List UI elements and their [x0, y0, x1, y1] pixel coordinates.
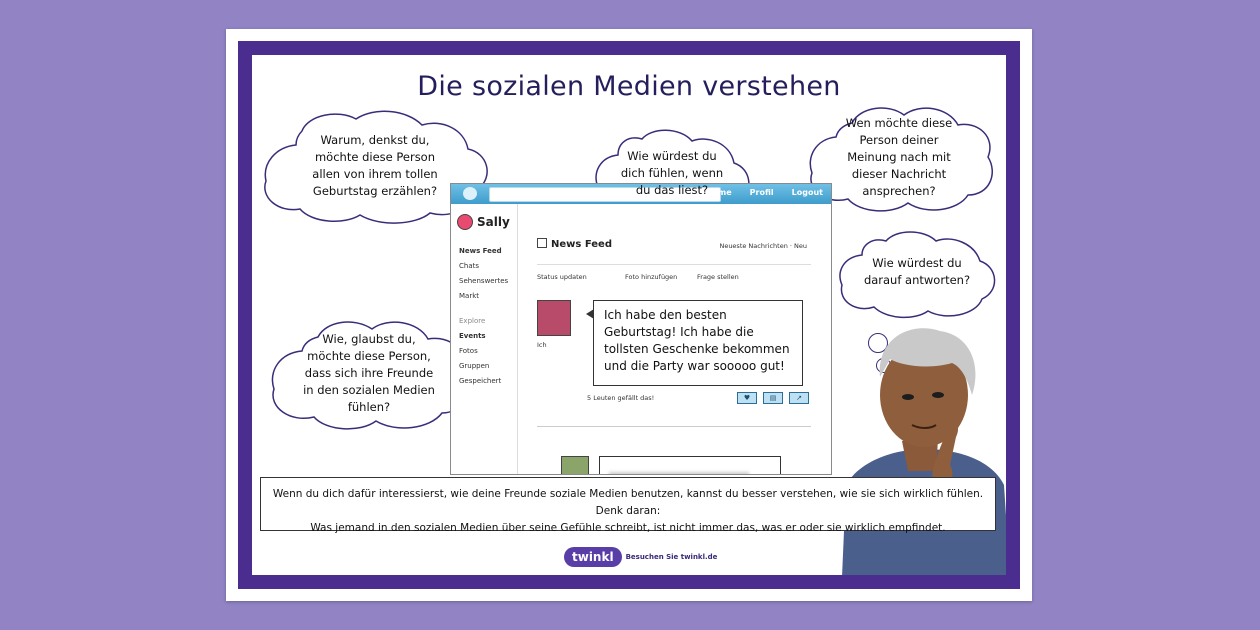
twinkl-logo: twinkl [564, 547, 622, 567]
ask-question-button[interactable]: Frage stellen [697, 273, 739, 281]
post-buttons [737, 392, 809, 404]
info-line-1: Wenn du dich dafür interessierst, wie deine Freunde soziale Medien benutzen, kannst du besser verstehen, wie sie sich wirklich fühlen. Denk daran: [272, 488, 984, 517]
bubble-text: Wie würdest du dich fühlen, wenn du das liest? [620, 148, 724, 197]
post-actions [537, 264, 811, 281]
post-bubble: Ich habe den besten Geburtstag! Ich habe die tollsten Geschenke bekommen und die Party war sooooo gut! [593, 300, 803, 386]
sidebar-item-fotos[interactable]: Fotos [459, 347, 478, 355]
poster-frame [238, 41, 1020, 589]
site-logo-icon [463, 187, 477, 200]
news-feed [537, 204, 811, 474]
sidebar-menu [459, 244, 508, 389]
social-sidebar [451, 204, 518, 474]
nav-profile[interactable]: Profil [749, 188, 774, 197]
bubble-text: Warum, denkst du, möchte diese Person allen von ihrem tollen Geburtstag erzählen? [312, 133, 438, 198]
brand-link[interactable]: Besuchen Sie twinkl.de [625, 553, 718, 561]
sidebar-item-gruppen[interactable]: Gruppen [459, 362, 490, 370]
sidebar-item-gespeichert[interactable]: Gespeichert [459, 377, 502, 385]
comment-icon[interactable]: ▤ [763, 392, 783, 404]
info-box [260, 477, 996, 534]
poster-content [252, 55, 1006, 575]
likes-count: 5 Leuten gefällt das! [587, 394, 655, 402]
social-media-window [450, 183, 832, 475]
feed-sort[interactable]: Neueste Nachrichten · Neu [719, 242, 807, 250]
thought-bubble-friends [266, 311, 472, 435]
user-name: Sally [477, 215, 510, 229]
status-update-button[interactable]: Status updaten [537, 273, 587, 281]
newsfeed-icon [537, 238, 547, 248]
sidebar-item-sehenswertes[interactable]: Sehenswertes [459, 277, 509, 285]
divider [537, 426, 811, 427]
feed-title-text: News Feed [551, 239, 612, 250]
bubble-text: Wie, glaubst du, möchte diese Person, dass sich ihre Freunde in den sozialen Medien fühlen? [303, 331, 435, 414]
info-line-2: Was jemand in den sozialen Medien über seine Gefühle schreibt, ist nicht immer das, was er oder sie wirklich empfindet. [310, 522, 946, 534]
sidebar-section-explore: Explore [459, 317, 486, 325]
like-icon[interactable]: ♥ [737, 392, 757, 404]
nav-logout[interactable]: Logout [791, 188, 823, 197]
sidebar-item-chats[interactable]: Chats [459, 262, 480, 270]
poster [226, 29, 1032, 601]
post-author: Ich [537, 341, 547, 349]
blurred-text [609, 472, 749, 475]
profile-name[interactable] [457, 214, 510, 230]
share-icon[interactable]: ↗ [789, 392, 809, 404]
second-post-avatar [561, 456, 589, 475]
bubble-text: Wie würdest du darauf antworten? [863, 256, 971, 287]
sidebar-item-events[interactable]: Events [459, 332, 486, 340]
thought-bubble-answer [834, 225, 1000, 319]
thinking-person-illustration [832, 325, 1006, 575]
feed-title [537, 238, 612, 250]
add-photo-button[interactable]: Foto hinzufügen [625, 273, 678, 281]
nav-home[interactable]: Home [705, 188, 732, 197]
brand-footer [564, 547, 717, 567]
page-title: Die sozialen Medien verstehen [417, 71, 841, 102]
bubble-text: Wen möchte diese Person deiner Meinung nach mit dieser Nachricht ansprechen? [845, 115, 953, 198]
avatar [457, 214, 473, 230]
post-avatar [537, 300, 571, 336]
sidebar-item-newsfeed[interactable]: News Feed [459, 247, 502, 255]
sidebar-item-markt[interactable]: Markt [459, 292, 480, 300]
